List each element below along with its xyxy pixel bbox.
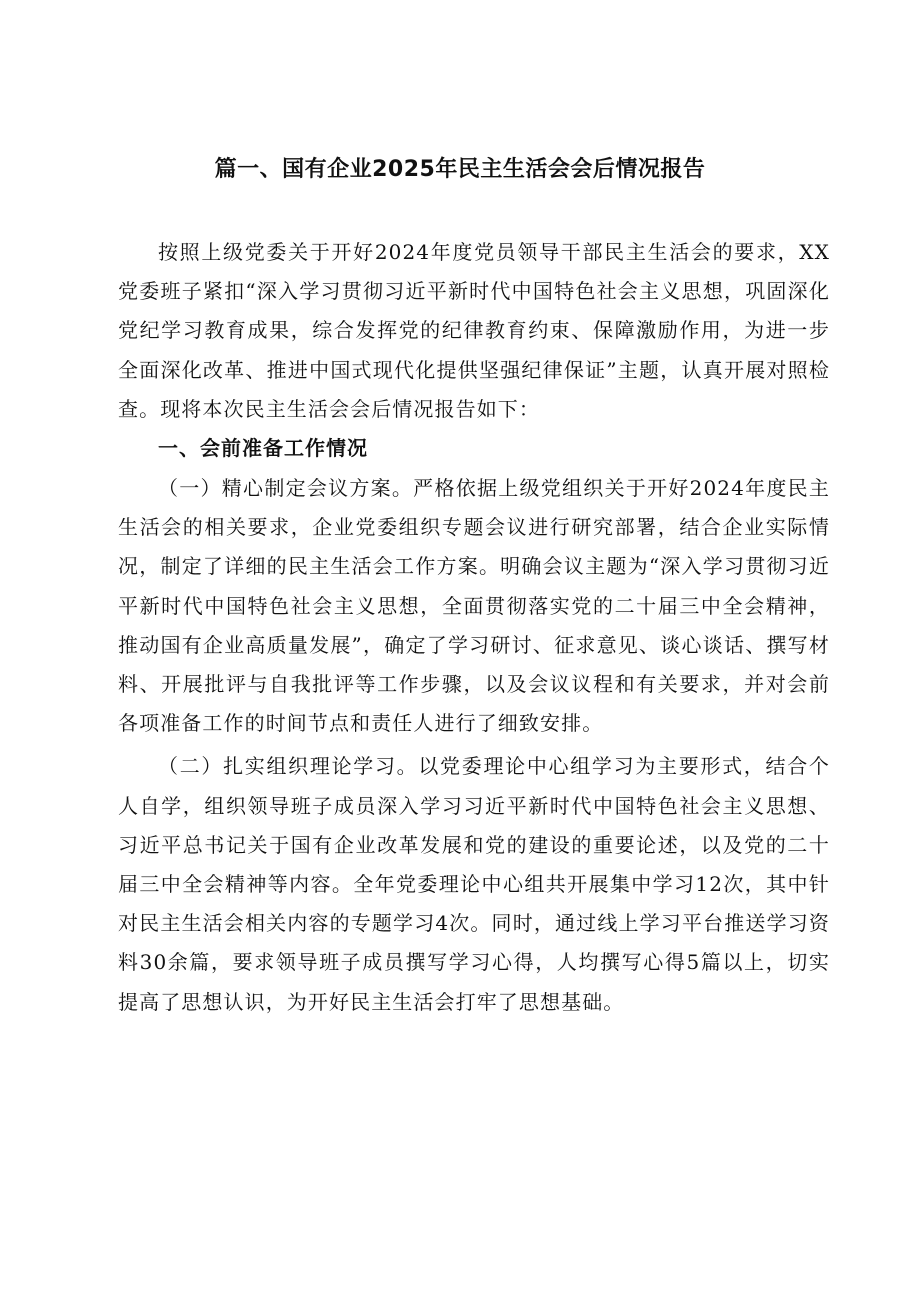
section-heading-preparation: 一、会前准备工作情况 xyxy=(158,436,368,461)
paragraph-theory-study: （二）扎实组织理论学习。以党委理论中心组学习为主要形式，结合个人自学，组织领导班子成员深入学习习近平新时代中国特色社会主义思想、习近平总书记关于国有企业改革发展和党的建设的重要论述，以及党的二十届三中全会精神等内容。全年党委理论中心组共开展集中学习12次，其中针对民主生活会相关内容的专题学习4次。同时，通过线上学习平台推送学习资料30余篇，要求领导班子成员撰写学习心得，人均撰写心得5篇以上，切实提高了思想认识，为开好民主生活会打牢了思想基础。 xyxy=(118,754,830,1014)
document-body xyxy=(118,233,830,1022)
paragraph-meeting-plan: （一）精心制定会议方案。严格依据上级党组织关于开好2024年度民主生活会的相关要求，企业党委组织专题会议进行研究部署，结合企业实际情况，制定了详细的民主生活会工作方案。明确会议主题为“深入学习贯彻习近平新时代中国特色社会主义思想，全面贯彻落实党的二十届三中全会精神，推动国有企业高质量发展”，确定了学习研讨、征求意见、谈心谈话、撰写材料、开展批评与自我批评等工作步骤，以及会议议程和有关要求，并对会前各项准备工作的时间节点和责任人进行了细致安排。 xyxy=(118,476,830,736)
document-title: 篇一、国有企业2025年民主生活会会后情况报告 xyxy=(214,157,706,182)
intro-paragraph: 按照上级党委关于开好2024年度党员领导干部民主生活会的要求，XX党委班子紧扣“深入学习贯彻习近平新时代中国特色社会主义思想，巩固深化党纪学习教育成果，综合发挥党的纪律教育约束、保障激励作用，为进一步全面深化改革、推进中国式现代化提供坚强纪律保证”主题，认真开展对照检查。现将本次民主生活会会后情况报告如下： xyxy=(118,240,830,421)
